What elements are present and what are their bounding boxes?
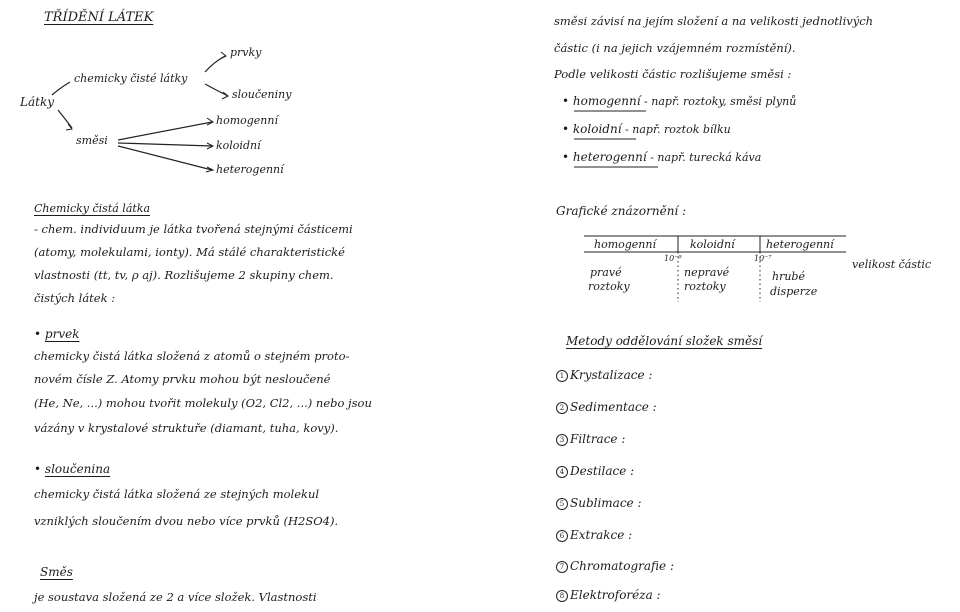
tree-line-mix-hetero [118,146,212,170]
method-number: 4 [556,466,568,478]
graph-mark-2: 10⁻⁷ [754,254,772,263]
graph-cell-true-solutions: roztoky [588,280,630,293]
type-desc: - např. roztok bílku [621,123,731,136]
tree-root: Látky [20,95,54,109]
page-title: TŘÍDĚNÍ LÁTEK [44,10,154,25]
compound-line: chemicky čistá látka složená ze stejných molekul [34,487,320,501]
method-number: 6 [556,530,568,542]
method-label: Destilace : [570,464,635,478]
compound-heading: • sloučenina [34,462,111,476]
method-number: 3 [556,434,568,446]
type-term: heterogenní [572,150,647,164]
element-line: (He, Ne, ...) mohou tvořit molekuly (O2, Cl2, ...) nebo jsou [34,396,372,410]
type-item: • koloidní - např. roztok bílku [562,122,731,136]
compound-heading-text: sloučenina [44,462,111,476]
tree-mixtures: směsi [76,134,108,147]
method-label: Extrakce : [570,528,633,542]
method-label: Sublimace : [570,496,642,510]
type-desc: - např. turecká káva [646,151,762,164]
method-item [556,496,642,510]
pure-line: čistých látek : [34,291,116,305]
graph-header-heterogeneous: heterogenní [766,238,834,251]
tree-line-pure-compounds [205,84,228,96]
intro-line: Podle velikosti částic rozlišujeme směsi : [554,67,792,81]
method-label: Sedimentace : [570,400,657,414]
graph-cell-colloid-solutions: roztoky [684,280,726,293]
method-item [556,559,674,573]
tree-compounds: sloučeniny [232,88,292,101]
methods-heading: Metody oddělování složek směsí [566,334,763,348]
tree-line-mix-colloid [118,143,212,146]
method-label: Filtrace : [570,432,626,446]
mixture-line: je soustava složená ze 2 a více složek. Vlastnosti [34,590,317,604]
tree-line-mix-homo [118,122,212,140]
method-number: 8 [556,590,568,602]
method-number: 1 [556,370,568,382]
method-number: 5 [556,498,568,510]
compound-line: vzniklých sloučením dvou nebo více prvků (H2SO4). [34,514,339,528]
tree-pure: chemicky čisté látky [74,72,188,85]
method-item [556,432,625,446]
method-item [556,528,632,542]
type-term: koloidní [572,122,622,136]
method-label: Krystalizace : [570,368,653,382]
graph-mark-1: 10⁻⁹ [664,254,682,263]
type-term: homogenní [572,94,641,108]
element-line: chemicky čistá látka složená z atomů o stejném proto- [34,349,350,363]
graph-header-colloidal: koloidní [690,238,735,251]
graph-cell-coarse: hrubé [772,270,805,283]
method-number: 2 [556,402,568,414]
pure-line: (atomy, molekulami, ionty). Má stálé charakteristické [34,245,345,259]
graph-cell-true-solutions: pravé [590,266,622,279]
graph-cell-coarse: disperze [770,285,818,298]
tree-line-root-pure [52,82,70,95]
method-item [556,588,661,602]
method-label: Chromatografie : [570,559,674,573]
pure-line: - chem. individuum je látka tvořená stejnými částicemi [34,222,353,236]
mixture-heading: Směs [40,565,73,579]
tree-homogeneous: homogenní [216,114,278,127]
graph-heading: Grafické znázornění : [556,204,687,218]
element-heading: • prvek [34,327,80,341]
type-desc: - např. roztoky, směsi plynů [640,95,797,108]
graph-axis-label: velikost částic [852,258,932,271]
tree-line-root-mixtures [58,110,72,128]
type-item: • heterogenní - např. turecká káva [562,150,762,164]
element-heading-text: prvek [44,327,80,341]
tree-elements: prvky [230,46,262,59]
pure-line: vlastnosti (tt, tv, ρ aj). Rozlišujeme 2 skupiny chem. [34,268,334,282]
graph-header-homogeneous: homogenní [594,238,656,251]
element-line: novém čísle Z. Atomy prvku mohou být nesloučené [34,372,331,386]
graph-cell-colloid-solutions: nepravé [684,266,730,279]
method-item [556,464,634,478]
tree-colloidal: koloidní [216,139,261,152]
pure-heading: Chemicky čistá látka [34,202,151,215]
tree-heterogeneous: heterogenní [216,163,284,176]
element-line: vázány v krystalové struktuře (diamant, tuha, kovy). [34,421,339,435]
type-item: • homogenní - např. roztoky, směsi plynů [562,94,797,108]
intro-line: směsi závisí na jejím složení a na velikosti jednotlivých [554,14,874,28]
method-label: Elektroforéza : [570,588,661,602]
method-item [556,400,657,414]
intro-line: částic (i na jejich vzájemném rozmístění). [554,41,796,55]
method-item [556,368,652,382]
method-number: 7 [556,561,568,573]
